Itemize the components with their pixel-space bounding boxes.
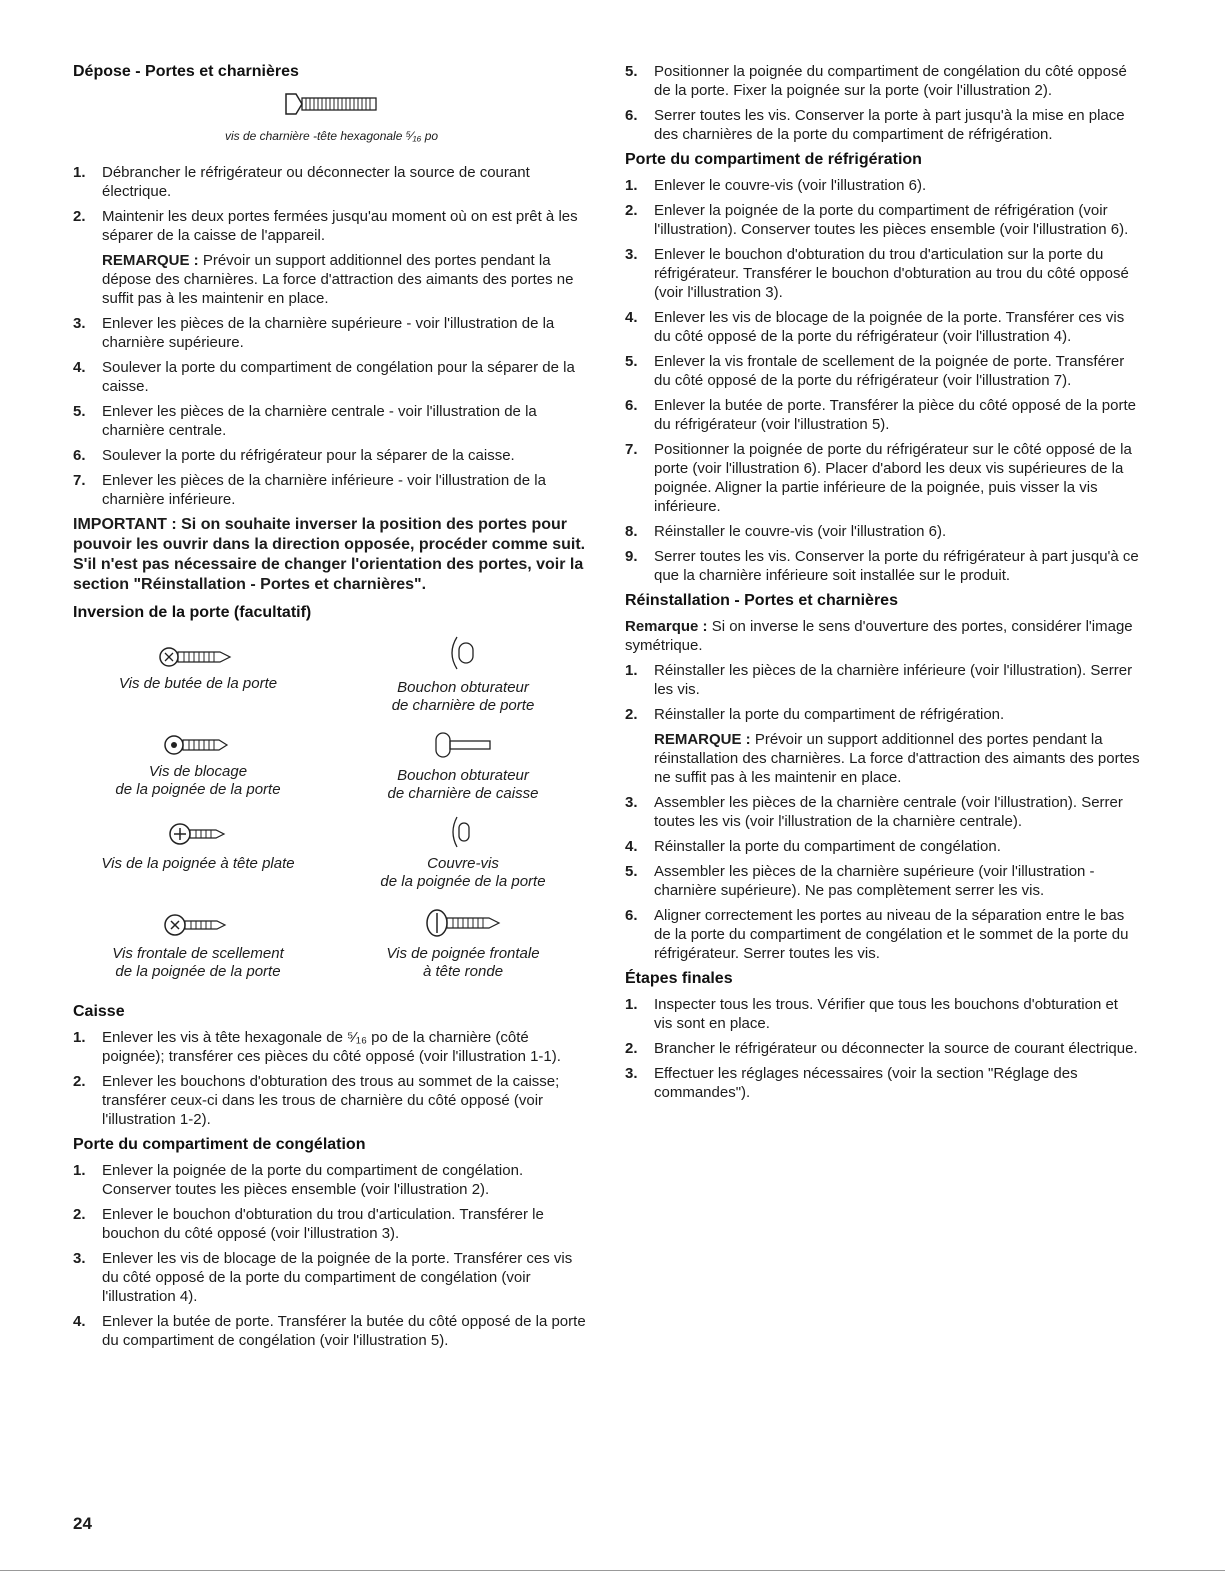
reinstall-remark-2: REMARQUE : Prévoir un support additionnel des portes pendant la réinstallation des charnières. La force d'attraction des aimants des portes ne suffit pas à les maintenir en place. [654,731,1140,786]
list-item: 2. Brancher le réfrigérateur ou déconnecter la source de courant électrique. [625,1040,1138,1057]
part-door-stop-screw: Vis de butée de la porte [73,645,323,693]
section-heading-reinstall: Réinstallation - Portes et charnières [625,592,898,609]
fridge-steps-list [625,176,1140,585]
reinstall-steps-list [625,661,1140,963]
screw-cover-icon [443,815,483,849]
bottom-rule [0,1570,1225,1571]
part-handle-screw-cover: Couvre-vis de la poignée de la porte [338,815,588,891]
flat-head-screw-icon [168,819,228,849]
hinge-screw-caption: vis de charnière -tête hexagonale ⁵⁄₁₆ po [224,129,439,143]
handle-lock-screw-icon [163,733,233,757]
list-item: 5. Assembler les pièces de la charnière supérieure (voir l'illustration - charnière supérieure). Ne pas complètement serrer les vis. [625,863,1095,899]
list-item: 6. Enlever la butée de porte. Transférer la pièce du côté opposé de la porte du réfrigérateur (voir l'illustration 5). [625,397,1136,433]
section-heading-cabinet: Caisse [73,1003,125,1020]
list-item: 4. Enlever les vis de blocage de la poignée de la porte. Transférer ces vis du côté opposé de la porte du réfrigérateur (voir l'illustration 4). [625,309,1125,345]
list-item: 1. Enlever les vis à tête hexagonale de ⁵⁄₁₆ po de la charnière (côté poignée); transférer ces pièces du côté opposé (voir l'illustration 1-1). [73,1029,561,1065]
door-stop-screw-icon [158,645,238,669]
list-item: 4. Réinstaller la porte du compartiment de congélation. [625,838,1001,855]
cabinet-steps-list [73,1028,590,1129]
list-item: 1. Débrancher le réfrigérateur ou déconnecter la source de courant électrique. [73,164,530,200]
section-heading-final-steps: Étapes finales [625,970,733,987]
hex-screw-icon [282,90,382,118]
section-heading-fridge-door: Porte du compartiment de réfrigération [625,151,922,168]
list-item: 3. Effectuer les réglages nécessaires (voir la section "Réglage des commandes"). [625,1065,1078,1101]
left-column [73,62,590,1356]
remark-note: REMARQUE : Prévoir un support additionnel des portes pendant la dépose des charnières. La force d'attraction des aimants des portes ne suffit pas à les maintenir en place. [102,252,574,307]
door-hinge-plug-icon [443,633,483,673]
list-item: 2. Réinstaller la porte du compartiment de réfrigération. REMARQUE : Prévoir un support additionnel des portes pendant la réinstallation des charnières. La force d'attraction des aimants des portes ne suffit pas à les maintenir en place. [625,706,1140,786]
list-item: 4. Enlever la butée de porte. Transférer la butée du côté opposé de la porte du compartiment de congélation (voir l'illustration 5). [73,1313,586,1349]
list-item: 7. Positionner la poignée de porte du réfrigérateur sur le côté opposé de la porte (voir l'illustration 6). Placer d'abord les deux vis supérieures de la poignée. Aligner la partie inférieure de la poignée, puis visser la vis inférieure. [625,441,1132,515]
list-item: 1. Enlever la poignée de la porte du compartiment de congélation. Conserver toutes les pièces ensemble (voir l'illustration 2). [73,1162,524,1198]
parts-figure [73,633,590,988]
right-column [625,62,1140,1108]
section-heading-removal: Dépose - Portes et charnières [73,63,299,80]
list-item: 4. Soulever la porte du compartiment de congélation pour la séparer de la caisse. [73,359,575,395]
final-steps-list [625,995,1140,1102]
list-item: 6. Serrer toutes les vis. Conserver la porte à part jusqu'à la mise en place des charnières de la porte du compartiment de réfrigération. [625,107,1125,143]
round-head-screw-icon [423,907,503,939]
reinstall-remark: Remarque : Si on inverse le sens d'ouverture des portes, considérer l'image symétrique. [625,618,1133,654]
list-item: 3. Assembler les pièces de la charnière centrale (voir l'illustration). Serrer toutes les vis (voir l'illustration de la charnière centrale). [625,794,1123,830]
list-item: 5. Enlever la vis frontale de scellement de la poignée de porte. Transférer du côté opposé de la porte du réfrigérateur (voir l'illustration 7). [625,353,1125,389]
list-item: 3. Enlever le bouchon d'obturation du trou d'articulation sur la porte du réfrigérateur. Transférer le bouchon d'obturation au trou du côté opposé (voir l'illustration 3). [625,246,1129,301]
section-heading-inversion: Inversion de la porte (facultatif) [73,604,312,621]
front-seal-screw-icon [163,911,233,939]
list-item: 2. Enlever le bouchon d'obturation du trou d'articulation. Transférer le bouchon du côté opposé (voir l'illustration 3). [73,1206,544,1242]
list-item: 5. Enlever les pièces de la charnière centrale - voir l'illustration de la charnière centrale. [73,403,537,439]
list-item: 3. Enlever les vis de blocage de la poignée de la porte. Transférer ces vis du côté opposé de la porte du compartiment de congélation (voir l'illustration 4). [73,1250,573,1305]
list-item: 1. Inspecter tous les trous. Vérifier que tous les bouchons d'obturation et vis sont en place. [625,996,1118,1032]
freezer-steps-list [73,1161,590,1350]
list-item: 6. Aligner correctement les portes au niveau de la séparation entre le bas de la porte du compartiment de congélation et le sommet de la porte du réfrigérateur. Serrer toutes les vis. [625,907,1129,962]
part-flat-head-handle-screw: Vis de la poignée à tête plate [73,819,323,873]
list-item: 7. Enlever les pièces de la charnière inférieure - voir l'illustration de la charnière inférieure. [73,472,546,508]
list-item: 2. Enlever les bouchons d'obturation des trous au sommet de la caisse; transférer ceux-ci dans les trous de charnière du côté opposé (voir l'illustration 1-2). [73,1073,560,1128]
part-handle-lock-screw: Vis de blocage de la poignée de la porte [73,733,323,799]
list-item: 6. Soulever la porte du réfrigérateur pour la séparer de la caisse. [73,447,515,464]
page-number: 24 [73,1514,92,1533]
freezer-steps-continued [625,62,1140,144]
part-front-seal-screw: Vis frontale de scellement de la poignée de la porte [73,911,323,981]
list-item: 2. Enlever la poignée de la porte du compartiment de réfrigération (voir l'illustration). Conserver toutes les pièces ensemble (voir l'illustration 6). [625,202,1129,238]
removal-steps-list [73,163,590,509]
section-heading-freezer-door: Porte du compartiment de congélation [73,1136,366,1153]
part-door-hinge-plug: Bouchon obturateur de charnière de porte [338,633,588,715]
cabinet-hinge-plug-icon [428,729,498,761]
list-item: 1. Réinstaller les pièces de la charnière inférieure (voir l'illustration). Serrer les vis. [625,662,1133,698]
hinge-screw-figure [73,90,590,145]
part-cabinet-hinge-plug: Bouchon obturateur de charnière de caisse [338,729,588,803]
list-item: 8. Réinstaller le couvre-vis (voir l'illustration 6). [625,523,947,540]
list-item: 3. Enlever les pièces de la charnière supérieure - voir l'illustration de la charnière supérieure. [73,315,555,351]
list-item: 1. Enlever le couvre-vis (voir l'illustration 6). [625,177,927,194]
list-item: 2. Maintenir les deux portes fermées jusqu'au moment où on est prêt à les séparer de la caisse de l'appareil. REMARQUE : Prévoir un support additionnel des portes pendant la dépose des charnières. La force d'attraction des aimants des portes ne suffit pas à les maintenir en place. [73,207,590,308]
list-item: 9. Serrer toutes les vis. Conserver la porte du réfrigérateur à part jusqu'à ce que la charnière inférieure soit installée sur le produit. [625,548,1139,584]
important-notice: IMPORTANT : Si on souhaite inverser la position des portes pour pouvoir les ouvrir dans la direction opposée, procéder comme suit. S'il n'est pas nécessaire de changer l'orientation des portes, voir la section "Réinstallation - Portes et charnières". [73,516,586,593]
part-round-head-front-screw: Vis de poignée frontale à tête ronde [338,907,588,981]
list-item: 5. Positionner la poignée du compartiment de congélation du côté opposé de la porte. Fixer la poignée sur la porte (voir l'illustration 2). [625,63,1127,99]
